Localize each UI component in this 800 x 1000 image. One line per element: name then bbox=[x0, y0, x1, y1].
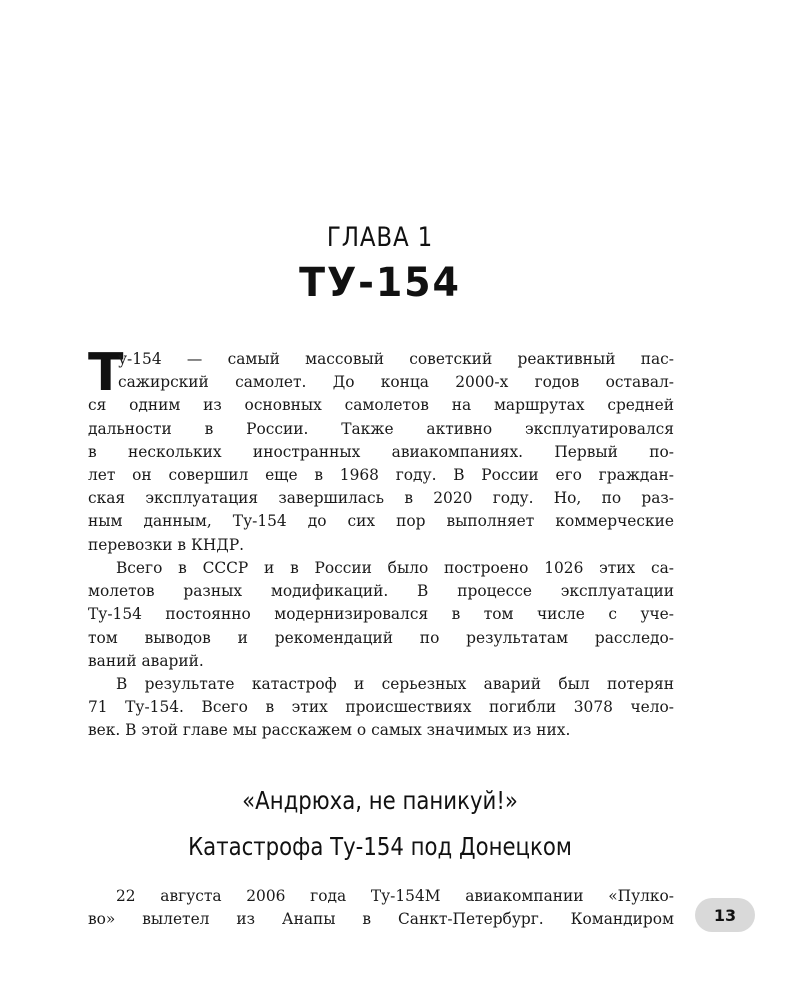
text-line: молетов разных модификаций. В процессе эксплуатации bbox=[88, 582, 674, 601]
drop-cap: Т bbox=[88, 343, 124, 403]
section-title-subtitle: Катастрофа Ту-154 под Донецком bbox=[188, 832, 572, 861]
page-number-badge: 13 bbox=[695, 898, 755, 932]
text-line: ская эксплуатация завершилась в 2020 году. Но, по раз- bbox=[88, 489, 674, 508]
text-line: у-154 — самый массовый советский реактивный пас- bbox=[118, 350, 674, 368]
text-line: в нескольких иностранных авиакомпаниях. Первый по- bbox=[88, 442, 674, 461]
text-line: В результате катастроф и серьезных аварий был потерян bbox=[116, 675, 674, 693]
paragraph-2 bbox=[88, 557, 674, 673]
chapter-title: ТУ-154 bbox=[299, 260, 461, 306]
text-line: ся одним из основных самолетов на маршрутах средней bbox=[88, 396, 674, 415]
section-title-quote: «Андрюха, не паникуй!» bbox=[242, 786, 518, 815]
text-line: том выводов и рекомендаций по результатам расследо- bbox=[88, 628, 674, 647]
text-line: 22 августа 2006 года Ту-154М авиакомпании «Пулко- bbox=[116, 887, 674, 905]
text-line: перевозки в КНДР. bbox=[88, 535, 245, 554]
text-line: ным данным, Ту-154 до сих пор выполняет коммерческие bbox=[88, 512, 674, 531]
text-line: Всего в СССР и в России было построено 1026 этих са- bbox=[116, 559, 674, 577]
text-line: 71 Ту-154. Всего в этих происшествиях погибли 3078 чело- bbox=[88, 698, 674, 717]
chapter-label: ГЛАВА 1 bbox=[326, 222, 434, 253]
text-line: век. В этой главе мы расскажем о самых значимых из них. bbox=[88, 721, 571, 740]
text-line: лет он совершил еще в 1968 году. В России его граждан- bbox=[88, 465, 674, 484]
text-line: во» вылетел из Анапы в Санкт-Петербург. Командиром bbox=[88, 910, 674, 929]
text-line: сажирский самолет. До конца 2000-х годов оставал- bbox=[118, 373, 674, 392]
intro-paragraph bbox=[88, 343, 674, 557]
paragraph-3 bbox=[88, 673, 674, 743]
paragraph-4 bbox=[88, 885, 674, 931]
text-line: ваний аварий. bbox=[88, 651, 204, 670]
text-line: Ту-154 постоянно модернизировался в том числе с уче- bbox=[88, 605, 674, 624]
text-line: дальности в России. Также активно эксплуатировался bbox=[88, 419, 674, 438]
